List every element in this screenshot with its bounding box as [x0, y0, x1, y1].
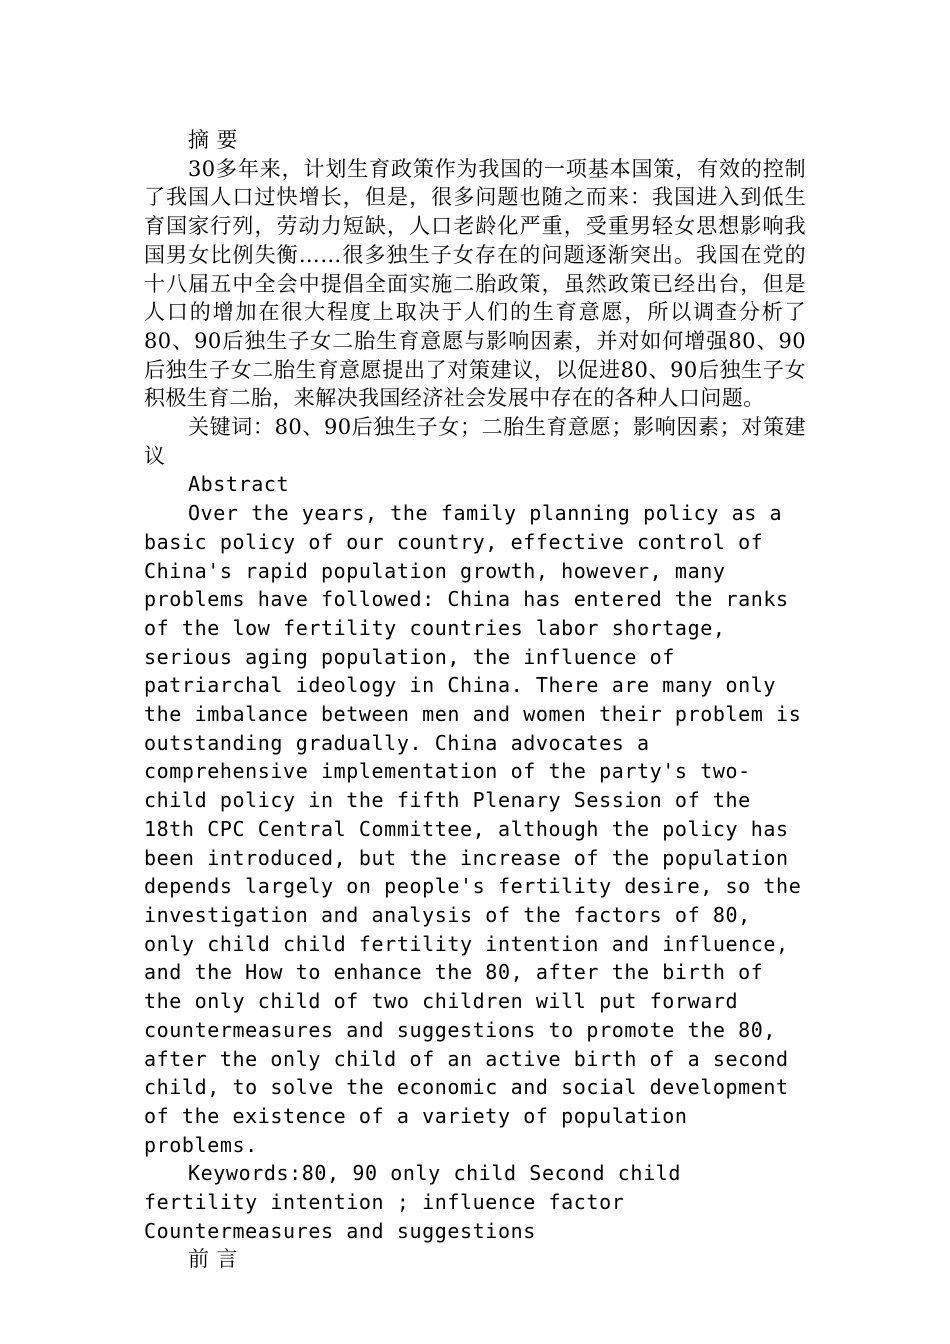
abstract-cn-body: 30多年来，计划生育政策作为我国的一项基本国策，有效的控制了我国人口过快增长，但是，很多问题也随之而来：我国进入到低生育国家行列，劳动力短缺，人口老龄化严重，受重男轻女思想影响我国男女比例失衡……很多独生子女存在的问题逐渐突出。我国在党的十八届五中全会中提倡全面实施二胎政策，虽然政策已经出台，但是人口的增加在很大程度上取决于人们的生育意愿，所以调查分析了80、90后独生子女二胎生育意愿与影响因素，并对如何增强80、90后独生子女二胎生育意愿提出了对策建议，以促进80、90后独生子女积极生育二胎，来解决我国经济社会发展中存在的各种人口问题。	[144, 156, 806, 411]
abstract-en-heading: Abstract	[188, 472, 290, 497]
abstract-cn-heading: 摘 要	[188, 128, 238, 152]
keywords-en: Keywords:80, 90 only child Second child fertility intention ; influence factor Countermeasures and suggestions	[144, 1161, 681, 1243]
document-content	[144, 126, 806, 1274]
keywords-cn: 关键词：80、90后独生子女；二胎生育意愿；影响因素；对策建议	[144, 415, 806, 468]
preface-heading: 前 言	[188, 1247, 238, 1272]
abstract-en-body: Over the years, the family planning policy as a basic policy of our country, effective control of China's rapid population growth, however, many problems have followed: China has entered the ranks of the low fertility countries labor shortage, serious aging population, the influence of patriarchal ideology in China. There are many only the imbalance between men and women their problem is outstanding gradually. China advocates a comprehensive implementation of the party's two-child policy in the fifth Plenary Session of the 18th CPC Central Committee, although the policy has been introduced, but the increase of the population depends largely on people's fertility desire, so the investigation and analysis of the factors of 80, only child child fertility intention and influence, and the How to enhance the 80, after the birth of the only child of two children will put forward countermeasures and suggestions to promote the 80, after the only child of an active birth of a second child, to solve the economic and social development of the existence of a variety of population problems.	[144, 501, 802, 1157]
